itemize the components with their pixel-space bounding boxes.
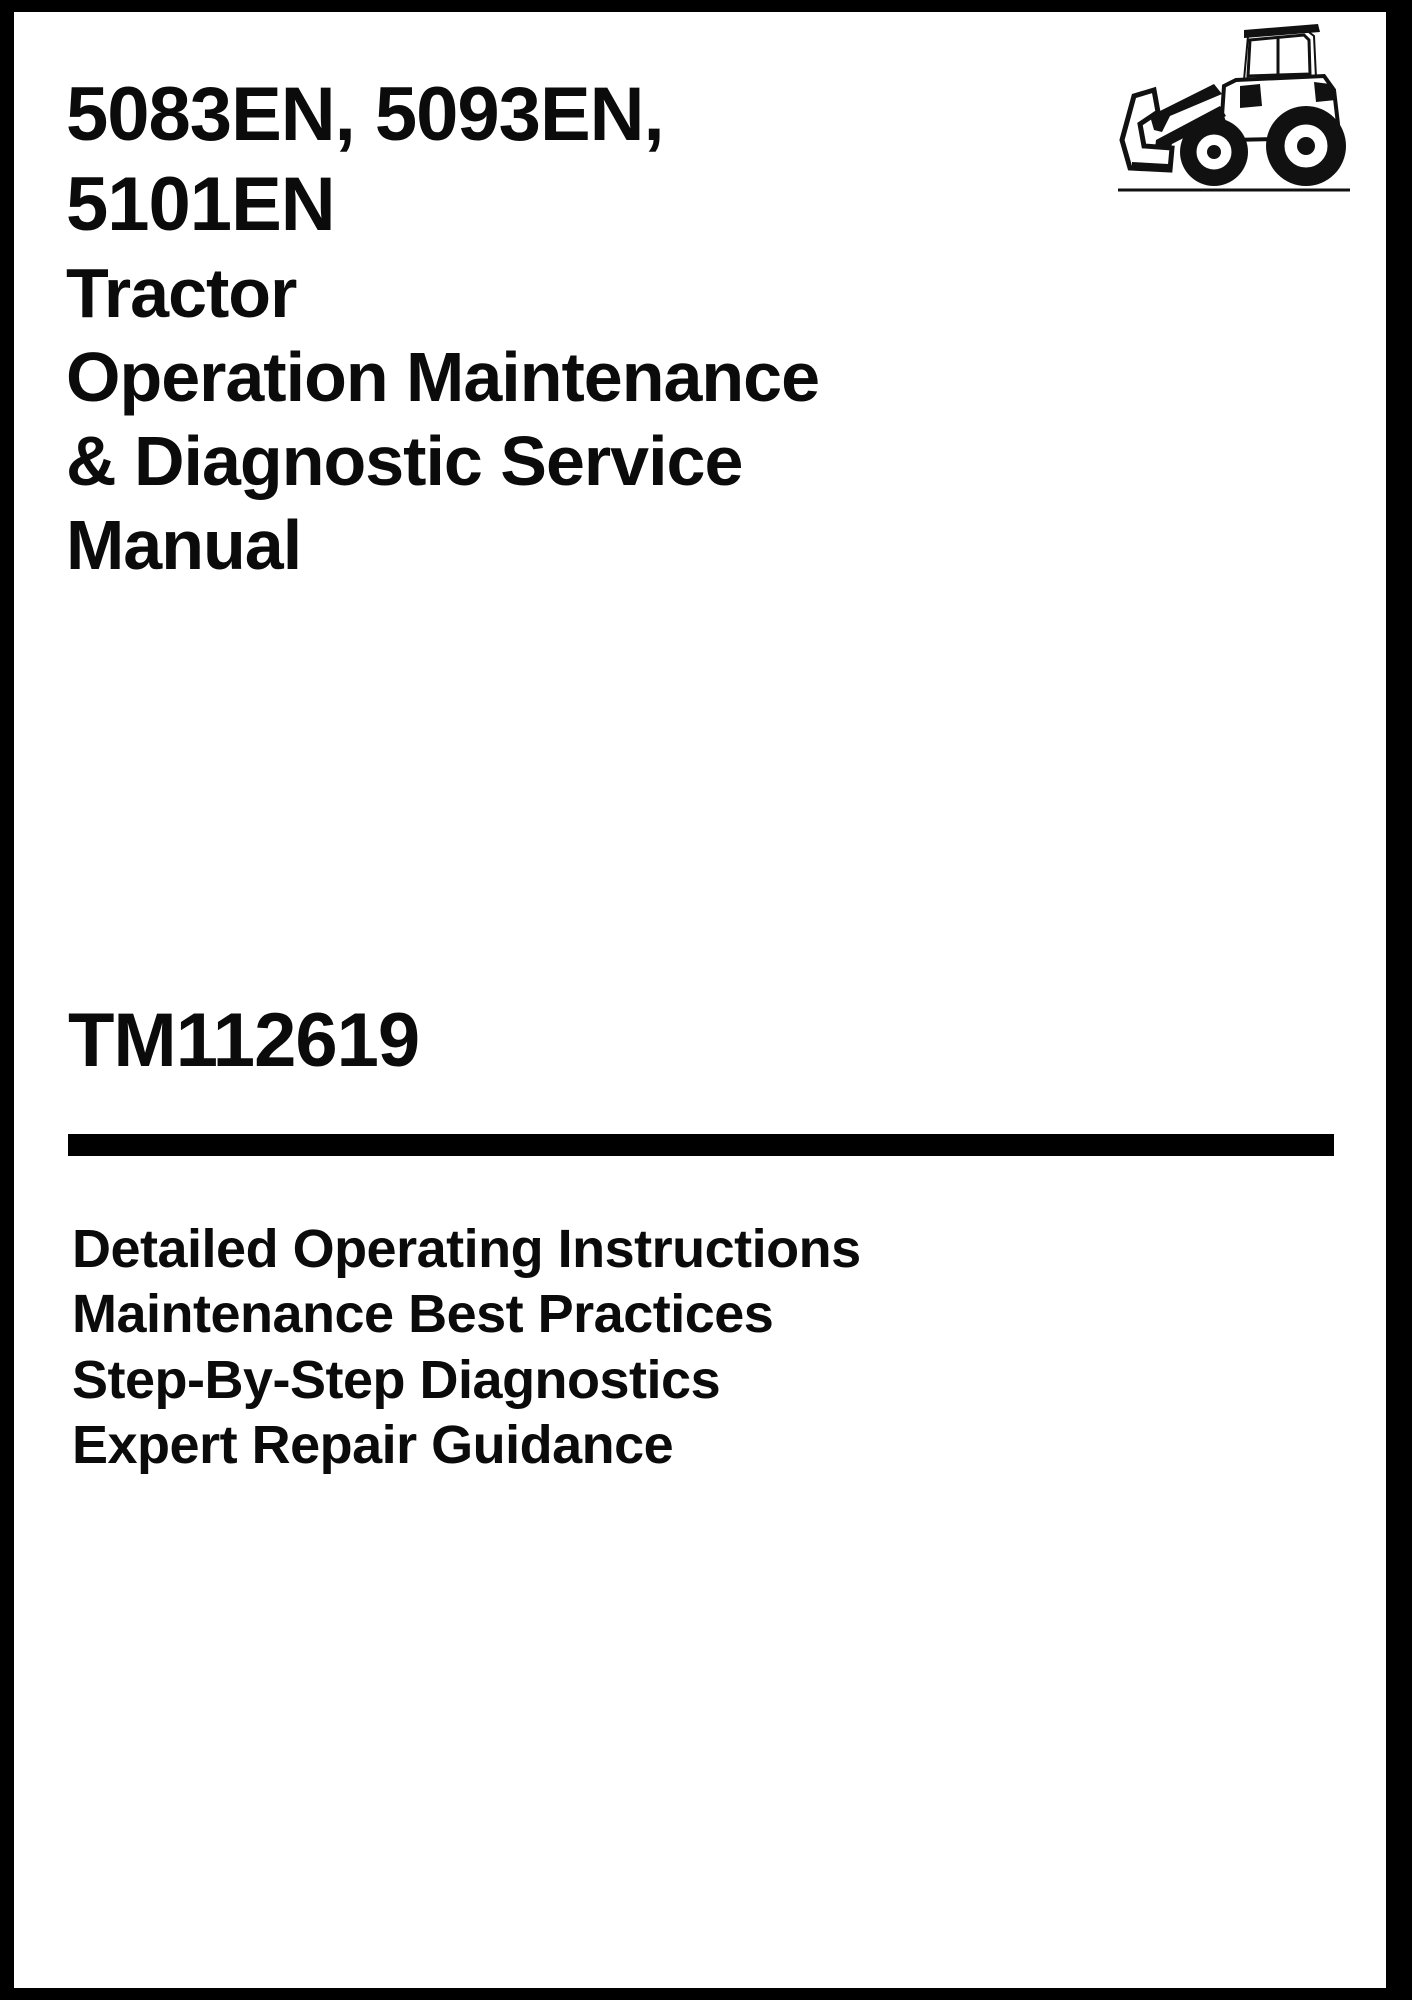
cover-title-block (66, 70, 1316, 587)
list-item: Expert Repair Guidance (72, 1414, 674, 1475)
model-line-2: 5101EN (66, 162, 335, 248)
list-item: Detailed Operating Instructions (72, 1219, 861, 1279)
description-line-2: & Diagnostic Service (66, 421, 743, 500)
cover-content (14, 12, 1386, 1988)
description-line-3: Manual (66, 505, 302, 584)
list-item: Maintenance Best Practices (72, 1284, 774, 1345)
feature-list (72, 1217, 1302, 1478)
horizontal-divider (68, 1134, 1334, 1156)
manual-number: TM112619 (68, 998, 420, 1083)
description-line-1: Operation Maintenance (66, 337, 820, 416)
model-line-1: 5083EN, 5093EN, (66, 72, 664, 157)
list-item: Step-By-Step Diagnostics (72, 1349, 721, 1410)
product-line-1: Tractor (66, 253, 297, 332)
manual-cover-page (14, 12, 1386, 1988)
